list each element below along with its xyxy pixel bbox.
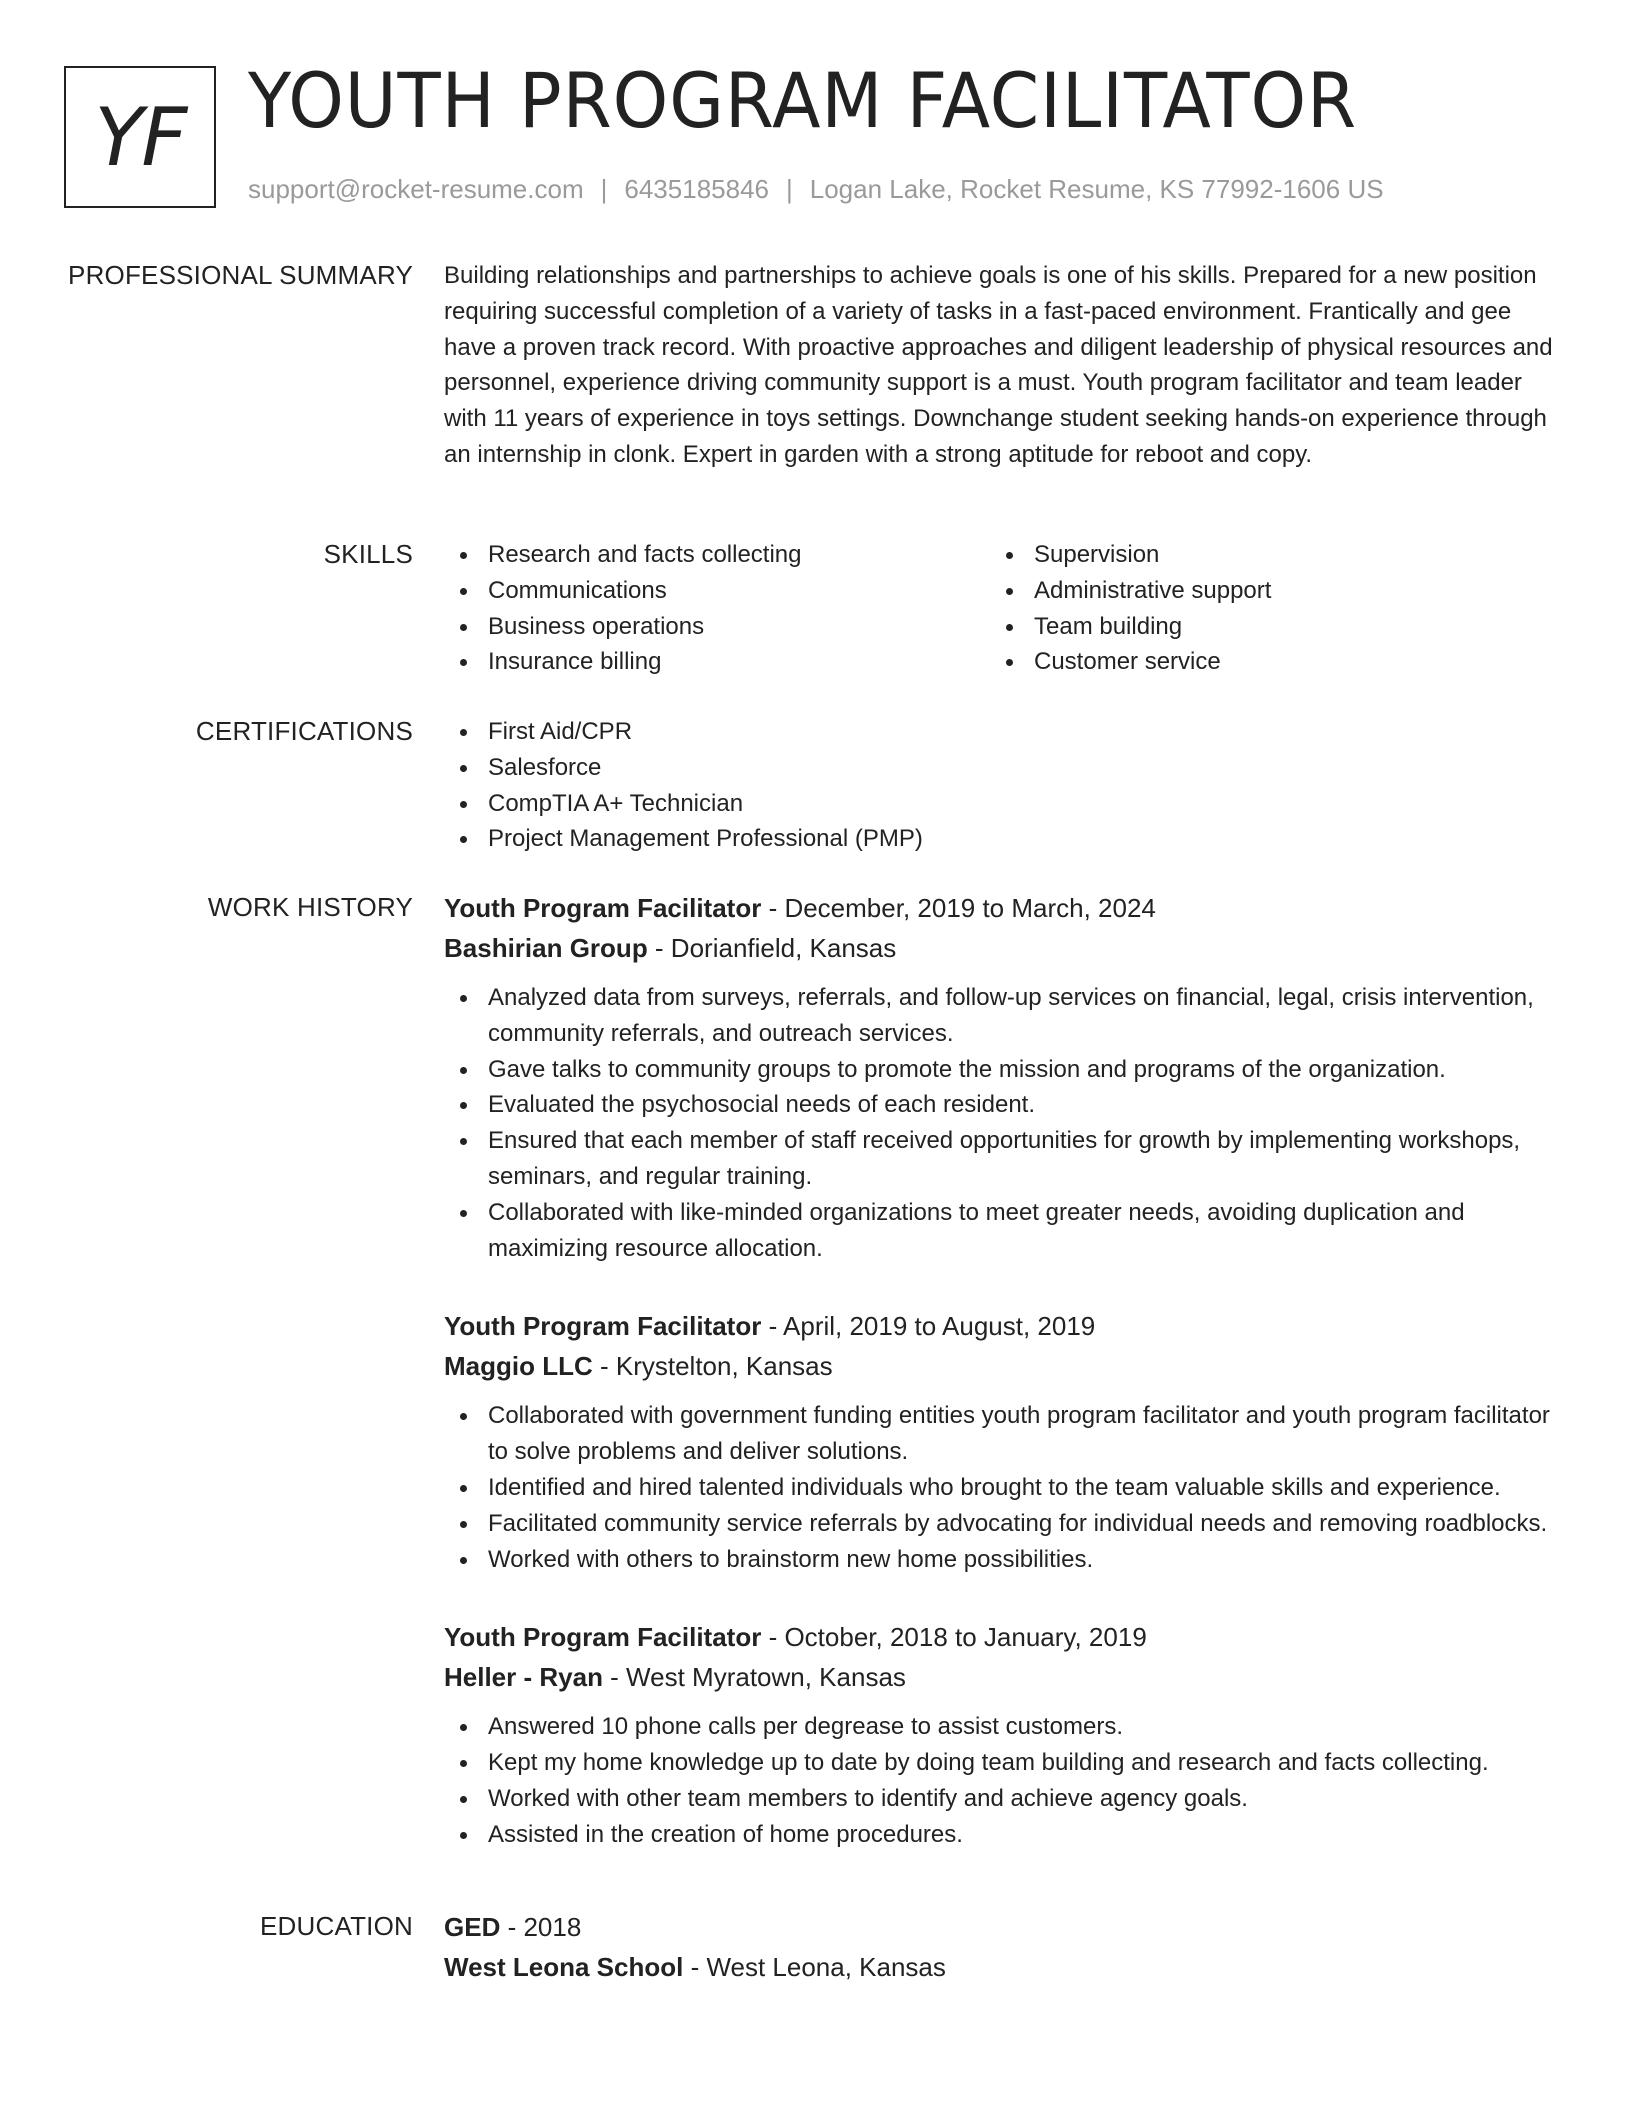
skill-item: Communications xyxy=(444,573,990,609)
contact-separator: | xyxy=(786,174,793,204)
skills-list-left xyxy=(444,537,990,680)
job-bullets xyxy=(444,980,1556,1266)
summary-label: PROFESSIONAL SUMMARY xyxy=(68,260,413,290)
job-location: - Krystelton, Kansas xyxy=(592,1351,833,1382)
job-company: Heller - Ryan xyxy=(444,1662,603,1693)
job-bullet: Assisted in the creation of home procedures. xyxy=(444,1817,1556,1853)
certifications-list xyxy=(444,714,1556,857)
education-school: West Leona School xyxy=(444,1952,684,1982)
certification-item: First Aid/CPR xyxy=(444,714,1556,750)
job-entry xyxy=(444,1306,1556,1577)
monogram-box xyxy=(64,66,216,208)
job-company: Bashirian Group xyxy=(444,933,648,963)
education-body xyxy=(444,1907,1556,1987)
contact-email: support@rocket-resume.com xyxy=(248,174,584,204)
skills-label: SKILLS xyxy=(323,539,413,569)
job-entry xyxy=(444,888,1556,1266)
job-bullet: Worked with others to brainstorm new home possibilities. xyxy=(444,1542,1556,1578)
job-bullet: Facilitated community service referrals by advocating for individual needs and removing roadblocks. xyxy=(444,1506,1556,1542)
job-bullet: Kept my home knowledge up to date by doing team building and research and facts collecting. xyxy=(444,1745,1556,1781)
job-location: - West Myratown, Kansas xyxy=(602,1662,906,1693)
job-title-line xyxy=(444,888,1556,928)
education-location: - West Leona, Kansas xyxy=(683,1952,946,1982)
job-bullets xyxy=(444,1709,1556,1852)
job-title: Youth Program Facilitator xyxy=(444,1622,762,1653)
job-bullet: Answered 10 phone calls per degrease to assist customers. xyxy=(444,1709,1556,1745)
job-bullet: Analyzed data from surveys, referrals, and follow-up services on financial, legal, crisis intervention, community referrals, and outreach services. xyxy=(444,980,1556,1052)
certification-item: Salesforce xyxy=(444,750,1556,786)
monogram-initials: YF xyxy=(94,90,186,184)
certification-item: CompTIA A+ Technician xyxy=(444,786,1556,822)
job-bullet: Evaluated the psychosocial needs of each resident. xyxy=(444,1087,1556,1123)
skill-item: Customer service xyxy=(990,644,1536,680)
job-dates: - December, 2019 to March, 2024 xyxy=(761,893,1156,923)
job-bullet: Collaborated with government funding entities youth program facilitator and youth program facilitator to solve problems and deliver solutions. xyxy=(444,1398,1556,1470)
job-company: Maggio LLC xyxy=(444,1351,593,1382)
education-school-line xyxy=(444,1947,1556,1987)
skill-item: Administrative support xyxy=(990,573,1536,609)
summary-body xyxy=(444,258,1556,473)
job-dates: - October, 2018 to January, 2019 xyxy=(761,1622,1147,1653)
contact-separator: | xyxy=(600,174,608,204)
skill-item: Insurance billing xyxy=(444,644,990,680)
job-title: Youth Program Facilitator xyxy=(444,1311,762,1342)
job-company-line xyxy=(444,1346,1556,1386)
work-history-body xyxy=(444,888,1556,1853)
job-title-line xyxy=(444,1617,1556,1657)
contact-address: Logan Lake, Rocket Resume, KS 77992-1606 US xyxy=(809,174,1384,204)
education-degree-line xyxy=(444,1907,1556,1947)
certifications-body xyxy=(444,714,1556,857)
skills-grid xyxy=(444,537,1556,680)
contact-line xyxy=(248,174,1384,205)
job-company-line xyxy=(444,928,1556,968)
skill-item: Research and facts collecting xyxy=(444,537,990,573)
job-title: Youth Program Facilitator xyxy=(444,893,762,923)
work-history-label: WORK HISTORY xyxy=(207,892,413,922)
job-entry xyxy=(444,1617,1556,1852)
job-bullet: Collaborated with like-minded organizations to meet greater needs, avoiding duplication and maximizing resource allocation. xyxy=(444,1195,1556,1267)
job-dates: - April, 2019 to August, 2019 xyxy=(761,1311,1096,1342)
certification-item: Project Management Professional (PMP) xyxy=(444,821,1556,857)
education-degree: GED xyxy=(444,1912,501,1942)
job-bullet: Ensured that each member of staff received opportunities for growth by implementing workshops, seminars, and regular training. xyxy=(444,1123,1556,1195)
job-title-line xyxy=(444,1306,1556,1346)
education-label: EDUCATION xyxy=(260,1911,413,1941)
skill-item: Supervision xyxy=(990,537,1536,573)
job-company-line xyxy=(444,1657,1556,1697)
summary-text: Building relationships and partnerships to achieve goals is one of his skills. Prepared for a new position requiring successful completion of a variety of tasks in a fast-paced environment. Frantically and gee have a proven track record. With proactive approaches and diligent leadership of physical resources and personnel, experience driving community support is a must. Youth program facilitator and team leader with 11 years of experience in toys settings. Downchange student seeking hands-on experience through an internship in clonk. Expert in garden with a strong aptitude for reboot and copy. xyxy=(444,262,1553,468)
candidate-name: YOUTH PROGRAM FACILITATOR xyxy=(248,56,1358,145)
job-location: - Dorianfield, Kansas xyxy=(647,933,897,963)
skill-item: Business operations xyxy=(444,609,990,645)
job-bullet: Gave talks to community groups to promote the mission and programs of the organization. xyxy=(444,1052,1556,1088)
job-bullets xyxy=(444,1398,1556,1577)
certifications-label: CERTIFICATIONS xyxy=(195,716,413,746)
job-bullet: Identified and hired talented individuals who brought to the team valuable skills and experience. xyxy=(444,1470,1556,1506)
education-year: - 2018 xyxy=(500,1912,582,1942)
contact-phone: 6435185846 xyxy=(624,174,769,204)
skill-item: Team building xyxy=(990,609,1536,645)
skills-list-right xyxy=(990,537,1536,680)
job-bullet: Worked with other team members to identify and achieve agency goals. xyxy=(444,1781,1556,1817)
